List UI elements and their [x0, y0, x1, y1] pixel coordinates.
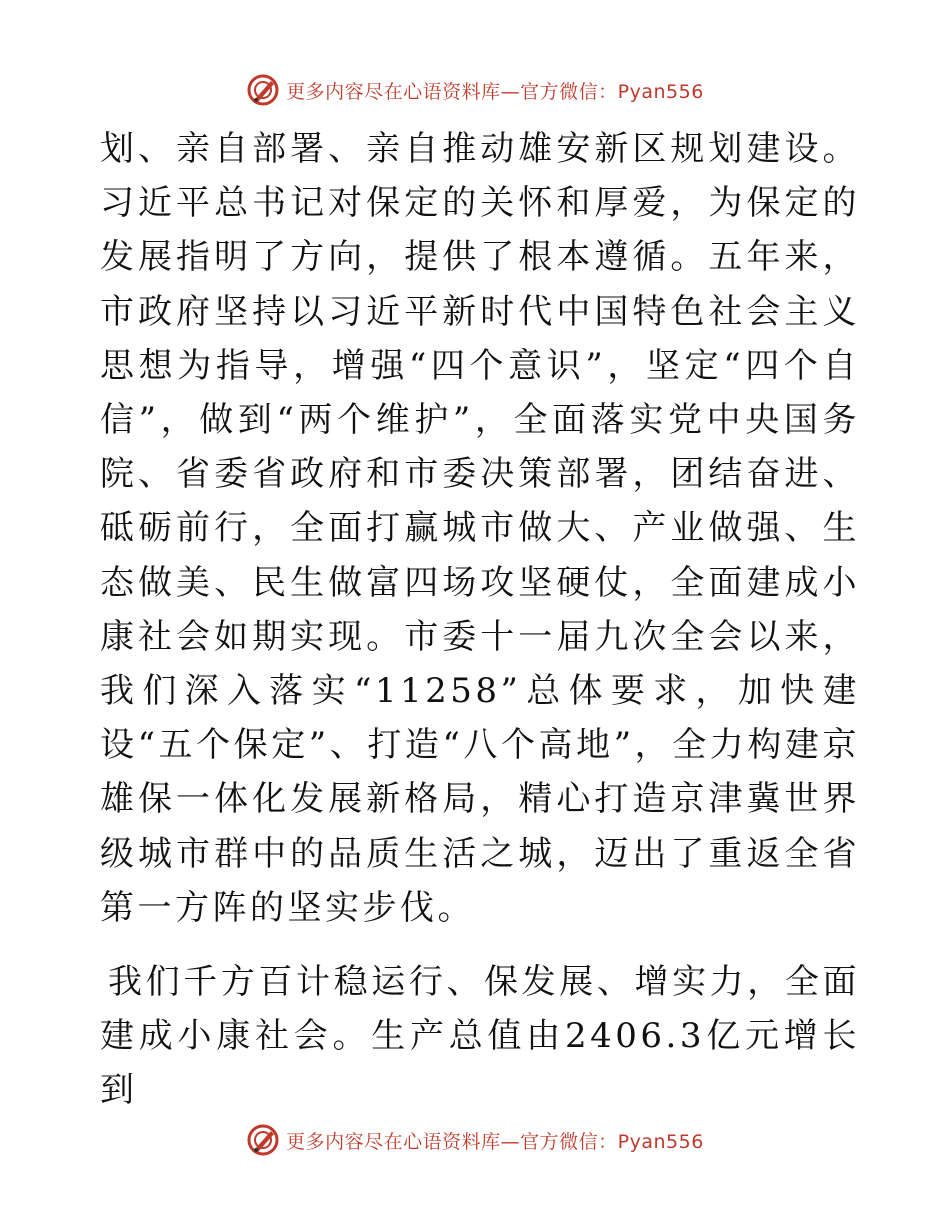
pen-seal-icon: [246, 1123, 280, 1157]
document-body: [100, 122, 860, 1118]
paragraph-2: 我们千方百计稳运行、保发展、增实力，全面建成小康社会。生产总值由2406.3亿元增长到: [100, 962, 860, 1111]
pen-seal-icon: [246, 73, 280, 107]
header-watermark-banner: [0, 70, 950, 110]
paragraph-1: 划、亲自部署、亲自推动雄安新区规划建设。习近平总书记对保定的关怀和厚爱，为保定的发展指明了方向，提供了根本遵循。五年来，市政府坚持以习近平新时代中国特色社会主义思想为指导，增强“四个意识”，坚定“四个自信”，做到“两个维护”，全面落实党中央国务院、省委省政府和市委决策部署，团结奋进、砥砺前行，全面打赢城市做大、产业做强、生态做美、民生做富四场攻坚硬仗，全面建成小康社会如期实现。市委十一届九次全会以来，我们深入落实“11258”总体要求，加快建设“五个保定”、打造“八个高地”，全力构建京雄保一体化发展新格局，精心打造京津冀世界级城市群中的品质生活之城，迈出了重返全省第一方阵的坚实步伐。: [100, 129, 860, 928]
watermark-text: 更多内容尽在心语资料库—官方微信：Pyan556: [286, 80, 704, 103]
watermark-text: 更多内容尽在心语资料库—官方微信：Pyan556: [286, 1130, 704, 1153]
footer-watermark-banner: [0, 1120, 950, 1160]
